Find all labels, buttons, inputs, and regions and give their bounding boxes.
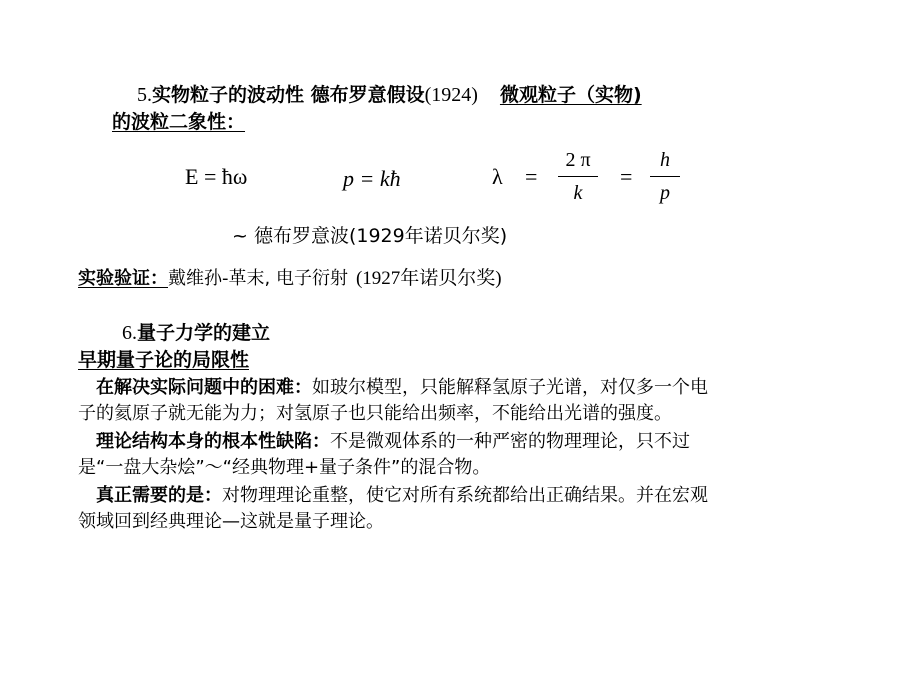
fraction1-bar: [558, 176, 598, 177]
de-broglie-wave-line: ~ 德布罗意波(1929年诺贝尔奖): [232, 225, 508, 247]
equals-sign-1: =: [525, 164, 538, 189]
paragraph-1-label: 在解决实际问题中的困难：: [96, 377, 312, 398]
equals-sign-2: =: [620, 164, 633, 189]
paragraph-3-line1: [96, 481, 708, 507]
section6-heading: [122, 318, 270, 345]
experiment-year: (1927年诺贝尔奖): [355, 268, 502, 289]
paragraph-2-line2: 是“一盘大杂烩”～“经典物理+量子条件”的混合物。: [78, 457, 491, 478]
experiment-label: 实验验证：: [78, 268, 168, 289]
fraction1-denominator: k: [573, 182, 583, 204]
section5-heading: [137, 80, 642, 107]
fraction1-numerator: 2 π: [565, 149, 591, 171]
fraction-h-over-p: [650, 149, 680, 205]
paragraph-1-text: 如玻尔模型，只能解释氢原子光谱，对仅多一个电: [312, 377, 708, 398]
section5-year: (1924): [424, 84, 478, 106]
paragraph-2-label: 理论结构本身的根本性缺陷：: [96, 431, 330, 452]
paragraph-2-text: 不是微观体系的一种严密的物理理论，只不过: [330, 431, 690, 452]
section5-heading-line2: 的波粒二象性：: [112, 111, 246, 133]
paragraph-2-line1: [96, 427, 690, 453]
paragraph-3-text: 对物理理论重整，使它对所有系统都给出正确结果。并在宏观: [222, 485, 708, 506]
fraction2-denominator: p: [660, 182, 670, 204]
paragraph-1-line1: [96, 373, 708, 399]
section6-subtitle: 早期量子论的局限性: [78, 349, 250, 371]
fraction2-bar: [650, 176, 680, 177]
section5-title: 实物粒子的波动性 德布罗意假设: [152, 84, 425, 106]
section5-number: 5.: [137, 84, 152, 106]
energy-formula: E = ħω: [185, 164, 248, 189]
section6-number: 6.: [122, 322, 137, 344]
experiment-line: [78, 263, 502, 290]
lambda-symbol: λ: [492, 164, 503, 189]
paragraph-1-line2: 子的氦原子就无能为力；对氢原子也只能给出频率，不能给出光谱的强度。: [78, 403, 672, 424]
momentum-formula: p = kħ: [343, 166, 401, 191]
paragraph-3-line2: 领域回到经典理论—这就是量子理论。: [78, 511, 384, 532]
fraction2-numerator: h: [660, 149, 670, 171]
experiment-text: 戴维孙-革末, 电子衍射: [168, 268, 348, 289]
section5-tail: 微观粒子（实物): [499, 84, 642, 106]
section6-title: 量子力学的建立: [137, 322, 271, 344]
fraction-2pi-over-k: [558, 149, 598, 205]
paragraph-3-label: 真正需要的是：: [96, 485, 222, 506]
